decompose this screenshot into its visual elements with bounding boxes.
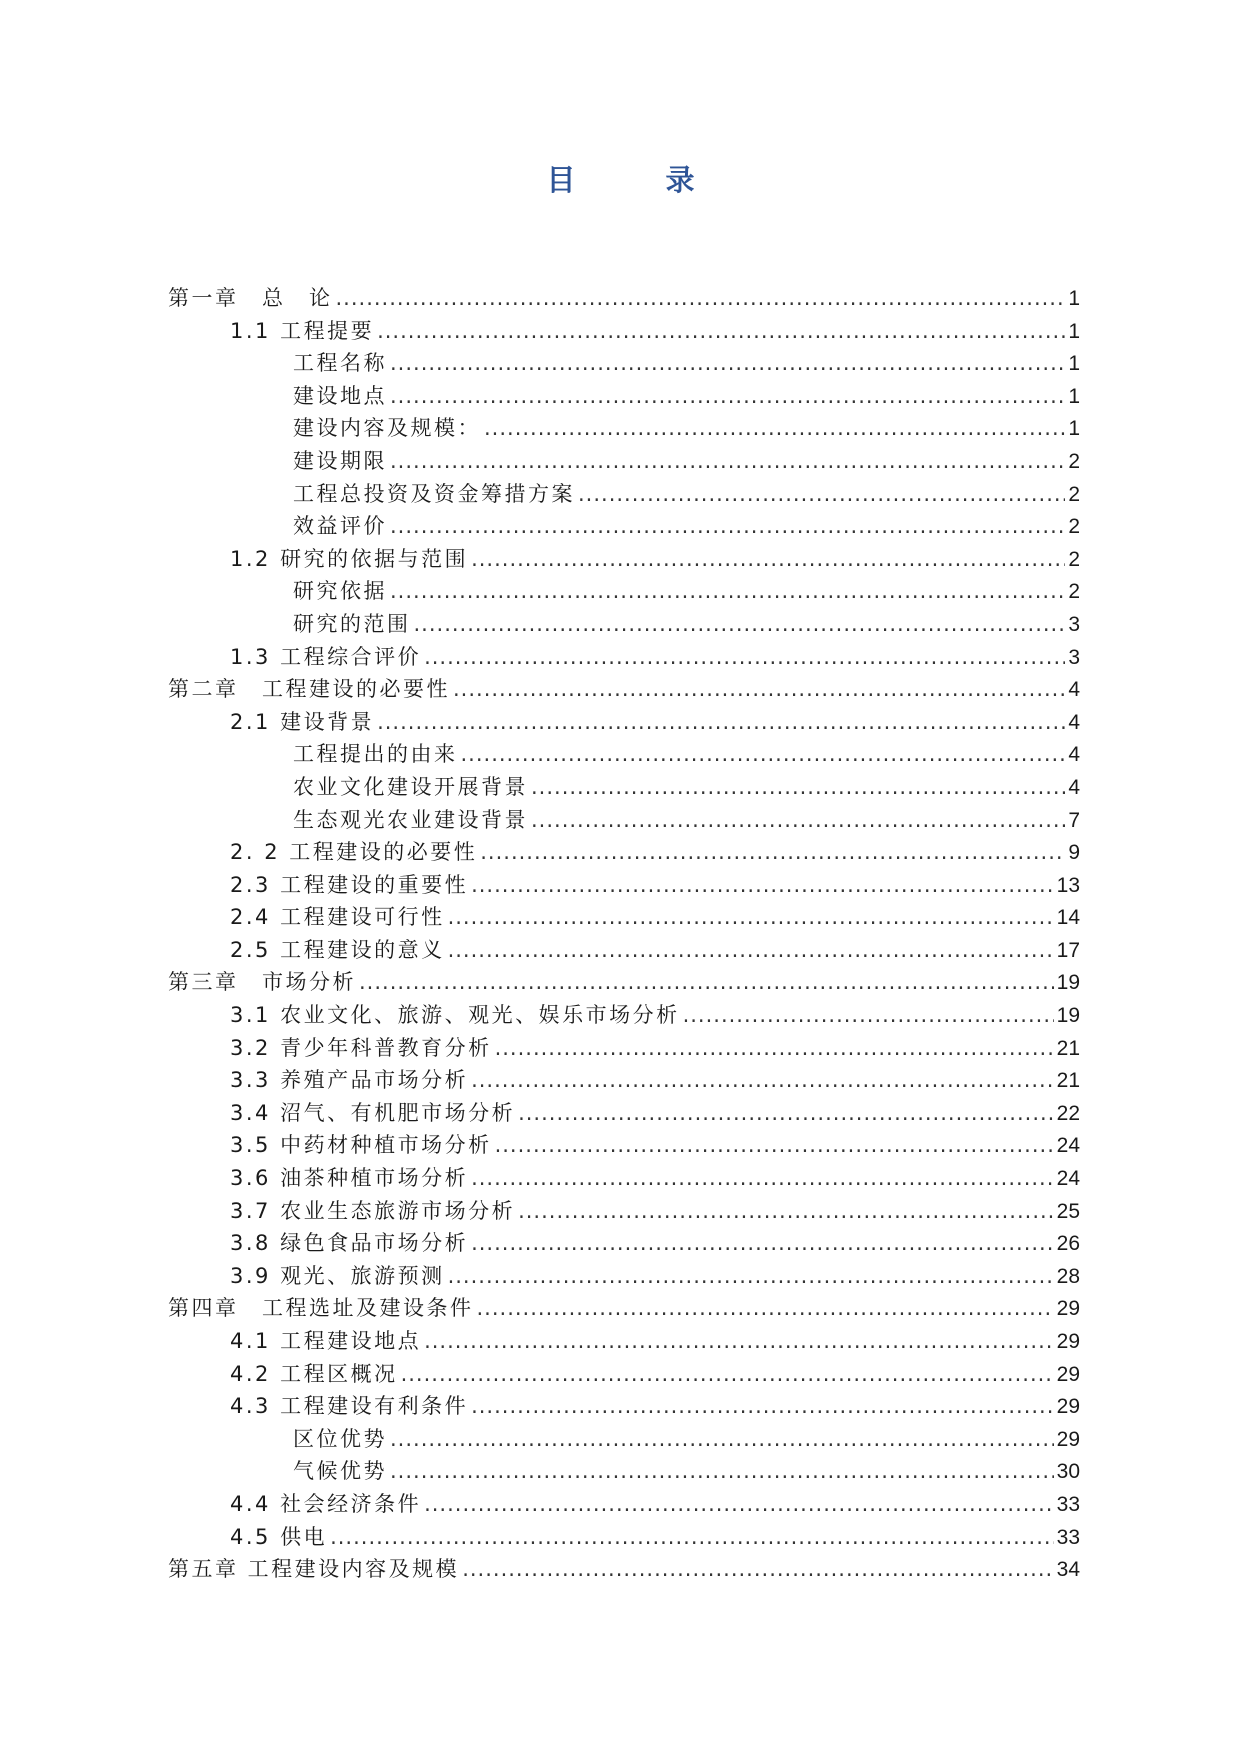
toc-entry[interactable] — [168, 1488, 1080, 1521]
toc-leader-dots — [495, 1129, 1054, 1162]
toc-leader-dots — [401, 1358, 1054, 1391]
toc-entry-label: 第二章 工程建设的必要性 — [168, 677, 450, 702]
toc-entry[interactable] — [168, 1064, 1080, 1097]
toc-entry[interactable] — [168, 1292, 1080, 1325]
toc-entry[interactable] — [168, 804, 1080, 837]
toc-leader-dots — [424, 1325, 1054, 1358]
toc-entry[interactable] — [168, 1097, 1080, 1130]
toc-entry[interactable] — [168, 1325, 1080, 1358]
toc-entry-label: 2.5 工程建设的意义 — [230, 937, 445, 962]
toc-leader-dots — [471, 1162, 1054, 1195]
toc-page-number: 2 — [1068, 547, 1080, 571]
toc-leader-dots — [484, 412, 1065, 445]
toc-leader-dots — [390, 445, 1065, 478]
toc-leader-dots — [471, 543, 1065, 576]
toc-page-number: 3 — [1068, 612, 1080, 636]
toc-leader-dots — [414, 608, 1066, 641]
toc-page-number: 28 — [1056, 1264, 1080, 1288]
toc-entry-label: 工程提出的由来 — [293, 742, 458, 767]
toc-leader-dots — [471, 1064, 1054, 1097]
toc-entry[interactable] — [168, 412, 1080, 445]
toc-page-number: 29 — [1056, 1395, 1080, 1419]
toc-leader-dots — [453, 673, 1065, 706]
toc-entry-label: 1.2 研究的依据与范围 — [230, 546, 469, 571]
toc-entry[interactable] — [168, 282, 1080, 315]
toc-entry[interactable] — [168, 1260, 1080, 1293]
toc-entry[interactable] — [168, 966, 1080, 999]
toc-page-number: 1 — [1068, 352, 1080, 376]
toc-entry-label: 建设内容及规模： — [293, 416, 481, 441]
toc-entry[interactable] — [168, 380, 1080, 413]
toc-entry[interactable] — [168, 1195, 1080, 1228]
toc-entry-label: 2.1 建设背景 — [230, 709, 375, 734]
toc-page-number: 22 — [1056, 1101, 1080, 1125]
toc-entry[interactable] — [168, 1553, 1080, 1586]
toc-entry-label: 3.1 农业文化、旅游、观光、娱乐市场分析 — [230, 1003, 680, 1028]
toc-page-number: 1 — [1068, 417, 1080, 441]
toc-page-number: 24 — [1056, 1134, 1080, 1158]
toc-entry-label: 工程总投资及资金筹措方案 — [293, 481, 575, 506]
toc-page-number: 1 — [1068, 319, 1080, 343]
toc-entry[interactable] — [168, 478, 1080, 511]
toc-entry[interactable] — [168, 1455, 1080, 1488]
toc-page-number: 25 — [1056, 1199, 1080, 1223]
toc-entry-label: 1.1 工程提要 — [230, 318, 375, 343]
toc-leader-dots — [390, 575, 1065, 608]
toc-entry[interactable] — [168, 901, 1080, 934]
toc-entry-label: 3.3 养殖产品市场分析 — [230, 1068, 469, 1093]
toc-entry-label: 研究的范围 — [293, 611, 411, 636]
toc-page-number: 26 — [1056, 1232, 1080, 1256]
toc-entry[interactable] — [168, 608, 1080, 641]
toc-leader-dots — [471, 1390, 1054, 1423]
toc-page-number: 21 — [1056, 1036, 1080, 1060]
toc-entry-label: 建设期限 — [293, 448, 387, 473]
toc-page-number: 2 — [1068, 580, 1080, 604]
toc-entry[interactable] — [168, 1358, 1080, 1391]
toc-entry-label: 效益评价 — [293, 514, 387, 539]
toc-page-number: 4 — [1068, 775, 1080, 799]
toc-leader-dots — [480, 836, 1065, 869]
toc-leader-dots — [424, 1488, 1054, 1521]
toc-page-number: 2 — [1068, 515, 1080, 539]
toc-leader-dots — [531, 804, 1065, 837]
toc-entry[interactable] — [168, 738, 1080, 771]
toc-entry-label: 生态观光农业建设背景 — [293, 807, 528, 832]
toc-leader-dots — [390, 347, 1065, 380]
toc-entry[interactable] — [168, 641, 1080, 674]
toc-entry-label: 3.6 油茶种植市场分析 — [230, 1166, 469, 1191]
toc-entry-label: 2.4 工程建设可行性 — [230, 905, 445, 930]
toc-page-number: 29 — [1056, 1362, 1080, 1386]
toc-page-number: 29 — [1056, 1297, 1080, 1321]
table-of-contents — [168, 282, 1080, 1586]
toc-page-number: 4 — [1068, 678, 1080, 702]
toc-page-number: 34 — [1056, 1558, 1080, 1582]
toc-leader-dots — [477, 1292, 1054, 1325]
toc-leader-dots — [518, 1097, 1054, 1130]
toc-page-number: 2 — [1068, 449, 1080, 473]
toc-leader-dots — [390, 1455, 1054, 1488]
toc-entry-label: 3.4 沼气、有机肥市场分析 — [230, 1100, 516, 1125]
toc-entry[interactable] — [168, 445, 1080, 478]
toc-entry-label: 3.9 观光、旅游预测 — [230, 1263, 445, 1288]
toc-page-number: 24 — [1056, 1167, 1080, 1191]
toc-page-number: 17 — [1056, 938, 1080, 962]
toc-leader-dots — [448, 1260, 1054, 1293]
toc-leader-dots — [683, 999, 1054, 1032]
toc-entry[interactable] — [168, 1129, 1080, 1162]
toc-entry-label: 区位优势 — [293, 1426, 387, 1451]
toc-entry-label: 第一章 总 论 — [168, 286, 333, 310]
toc-entry[interactable] — [168, 575, 1080, 608]
toc-leader-dots — [336, 282, 1066, 315]
toc-leader-dots — [578, 478, 1065, 511]
toc-entry-label: 3.2 青少年科普教育分析 — [230, 1035, 492, 1060]
toc-entry-label: 3.8 绿色食品市场分析 — [230, 1231, 469, 1256]
toc-entry[interactable] — [168, 347, 1080, 380]
toc-leader-dots — [448, 901, 1054, 934]
toc-page-number: 9 — [1068, 841, 1080, 865]
toc-page-number: 33 — [1056, 1525, 1080, 1549]
toc-entry-label: 气候优势 — [293, 1459, 387, 1484]
toc-entry-label: 3.5 中药材种植市场分析 — [230, 1133, 492, 1158]
toc-entry[interactable] — [168, 673, 1080, 706]
toc-page-number: 29 — [1056, 1427, 1080, 1451]
toc-entry-label: 第四章 工程选址及建设条件 — [168, 1296, 474, 1321]
toc-entry-label: 2.3 工程建设的重要性 — [230, 872, 469, 897]
toc-entry[interactable] — [168, 1521, 1080, 1554]
toc-entry-label: 1.3 工程综合评价 — [230, 644, 422, 669]
toc-page-number: 14 — [1056, 906, 1080, 930]
toc-entry[interactable] — [168, 836, 1080, 869]
toc-leader-dots — [424, 641, 1065, 674]
toc-page-number: 4 — [1068, 743, 1080, 767]
toc-entry[interactable] — [168, 510, 1080, 543]
toc-page-number: 1 — [1068, 384, 1080, 408]
toc-entry-label: 4.2 工程区概况 — [230, 1361, 398, 1386]
toc-leader-dots — [330, 1521, 1054, 1554]
toc-entry[interactable] — [168, 999, 1080, 1032]
toc-page-number: 19 — [1056, 1004, 1080, 1028]
toc-leader-dots — [390, 380, 1065, 413]
toc-entry-label: 4.5 供电 — [230, 1524, 328, 1549]
toc-page-number: 33 — [1056, 1492, 1080, 1516]
toc-leader-dots — [359, 966, 1054, 999]
toc-entry[interactable] — [168, 1162, 1080, 1195]
toc-leader-dots — [461, 738, 1066, 771]
toc-page-number: 19 — [1056, 971, 1080, 995]
toc-entry[interactable] — [168, 1423, 1080, 1456]
toc-entry[interactable] — [168, 1390, 1080, 1423]
toc-leader-dots — [495, 1032, 1054, 1065]
toc-leader-dots — [531, 771, 1065, 804]
toc-entry[interactable] — [168, 543, 1080, 576]
toc-page-number: 21 — [1056, 1069, 1080, 1093]
toc-leader-dots — [471, 1227, 1054, 1260]
toc-entry-label: 第三章 市场分析 — [168, 970, 356, 995]
toc-entry[interactable] — [168, 315, 1080, 348]
toc-leader-dots — [390, 510, 1065, 543]
toc-leader-dots — [377, 315, 1065, 348]
toc-entry[interactable] — [168, 934, 1080, 967]
toc-page-number: 29 — [1056, 1330, 1080, 1353]
toc-page-number: 4 — [1068, 710, 1080, 734]
toc-entry-label: 研究依据 — [293, 579, 387, 604]
toc-page-number: 30 — [1056, 1460, 1080, 1484]
toc-entry[interactable] — [168, 869, 1080, 902]
toc-entry-label: 工程名称 — [293, 351, 387, 376]
toc-entry-label: 建设地点 — [293, 383, 387, 408]
toc-entry-label: 2. 2 工程建设的必要性 — [230, 840, 478, 865]
toc-leader-dots — [462, 1553, 1053, 1586]
toc-entry-label: 3.7 农业生态旅游市场分析 — [230, 1198, 516, 1223]
toc-leader-dots — [390, 1423, 1054, 1456]
toc-entry-label: 第五章 工程建设内容及规模 — [168, 1557, 460, 1582]
toc-entry[interactable] — [168, 706, 1080, 739]
toc-page-number: 7 — [1068, 808, 1080, 832]
toc-entry[interactable] — [168, 771, 1080, 804]
toc-page-number: 13 — [1056, 873, 1080, 897]
toc-entry[interactable] — [168, 1227, 1080, 1260]
toc-entry-label: 4.3 工程建设有利条件 — [230, 1394, 469, 1419]
toc-entry-label: 4.1 工程建设地点 — [230, 1329, 422, 1353]
toc-page-number: 2 — [1068, 482, 1080, 506]
toc-leader-dots — [377, 706, 1065, 739]
page-title: 目 录 — [546, 163, 735, 197]
toc-page-number: 1 — [1068, 287, 1080, 310]
toc-entry-label: 农业文化建设开展背景 — [293, 774, 528, 799]
toc-entry[interactable] — [168, 1032, 1080, 1065]
toc-page-number: 3 — [1068, 645, 1080, 669]
toc-leader-dots — [518, 1195, 1054, 1228]
toc-entry-label: 4.4 社会经济条件 — [230, 1491, 422, 1516]
toc-leader-dots — [471, 869, 1054, 902]
toc-leader-dots — [448, 934, 1054, 967]
